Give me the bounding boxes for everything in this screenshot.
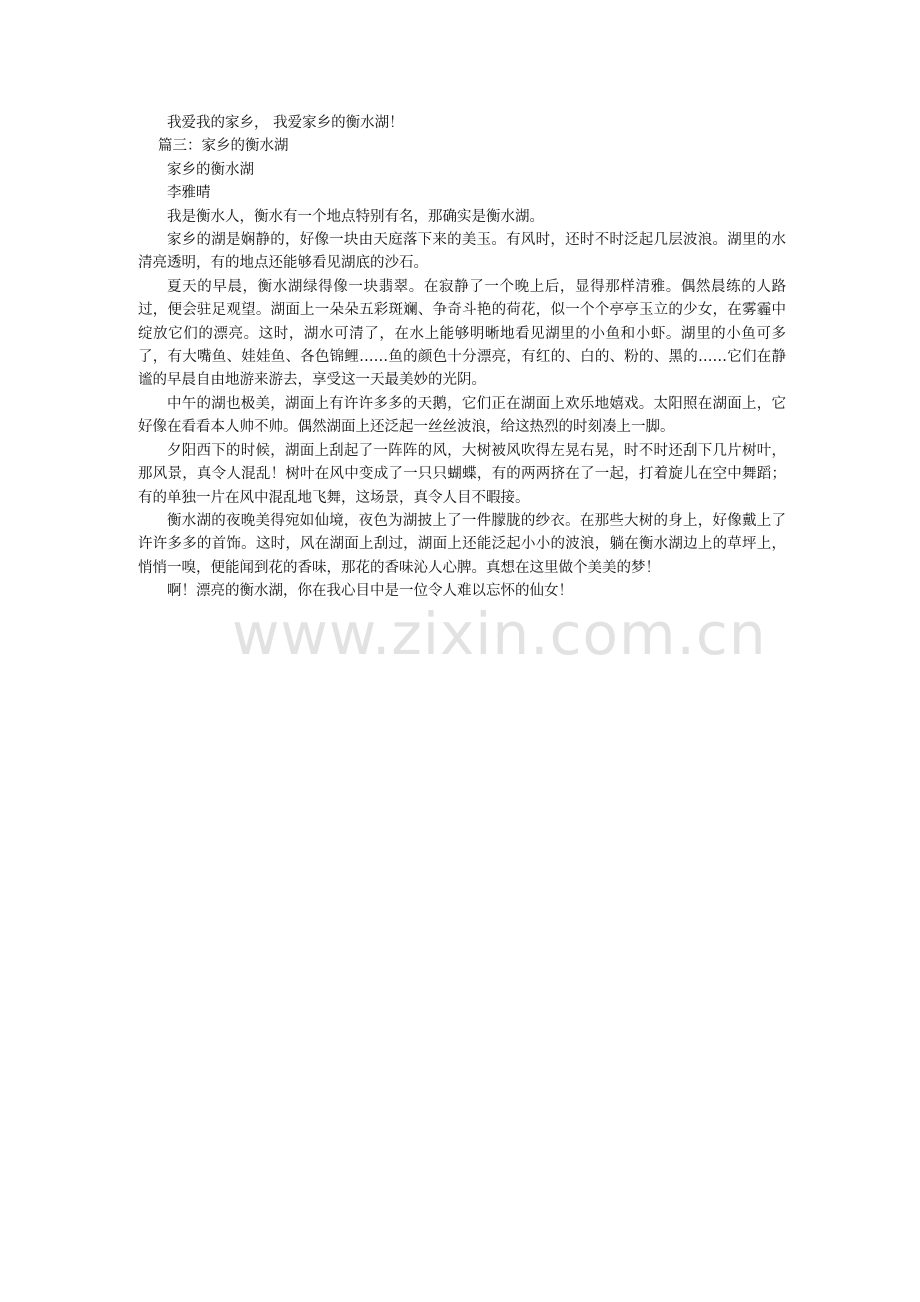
paragraph-3: 夏天的早晨，衡水湖绿得像一块翡翠。在寂静了一个晚上后，显得那样清雅。偶然晨练的人路过，便会驻足观望。湖面上一朵朵五彩斑斓、争奇斗艳的荷花，似一个个亭亭玉立的少女，在雾霾中绽放它们的漂亮。这时，湖水可清了，在水上能够明晰地看见湖里的小鱼和小虾。湖里的小鱼可多了，有大嘴鱼、娃娃鱼、各色锦鲤……鱼的颜色十分漂亮，有红的、白的、粉的、黑的……它们在静谧的早晨自由地游来游去，享受这一天最美妙的光阴。: [138, 278, 786, 389]
essay-title: 家乡的衡水湖: [167, 161, 254, 178]
paragraph-7: 啊！漂亮的衡水湖，你在我心目中是一位令人难以忘怀的仙女！: [167, 583, 573, 600]
opening-line: 我爱我的家乡， 我爱家乡的衡水湖！: [167, 115, 404, 131]
paragraph-6: 衡水湖的夜晚美得宛如仙境，夜色为湖披上了一件朦胧的纱衣。在那些大树的身上，好像戴上了许许多多的首饰。这时，风在湖面上刮过，湖面上还能泛起小小的波浪，躺在衡水湖边上的草坪上，悄悄一嗅，便能闻到花的香味，那花的香味沁人心脾。真想在这里做个美美的梦！: [138, 512, 786, 576]
watermark-text: www.zixin.com.cn: [232, 600, 767, 668]
paragraph-2: 家乡的湖是娴静的，好像一块由天庭落下来的美玉。有风时，还时不时泛起几层波浪。湖里的水清亮透明，有的地点还能够看见湖底的沙石。: [138, 232, 786, 272]
document-page: [138, 112, 786, 604]
paragraph-4: 中午的湖也极美，湖面上有许许多多的天鹅，它们正在湖面上欢乐地嬉戏。太阳照在湖面上，它好像在看看本人帅不帅。偶然湖面上还泛起一丝丝波浪，给这热烈的时刻凑上一脚。: [138, 395, 786, 436]
paragraph-5: 夕阳西下的时候，湖面上刮起了一阵阵的风，大树被风吹得左晃右晃，时不时还刮下几片树叶，那风景，真令人混乱！树叶在风中变成了一只只蝴蝶，有的两两挤在了一起，打着旋儿在空中舞蹈；有的单独一片在风中混乱地飞舞，这场景，真令人目不暇接。: [138, 442, 786, 506]
section-heading: 篇三：家乡的衡水湖: [158, 138, 289, 155]
essay-author: 李雅晴: [167, 185, 211, 202]
paragraph-1: 我是衡水人，衡水有一个地点特别有名，那确实是衡水湖。: [167, 208, 544, 225]
